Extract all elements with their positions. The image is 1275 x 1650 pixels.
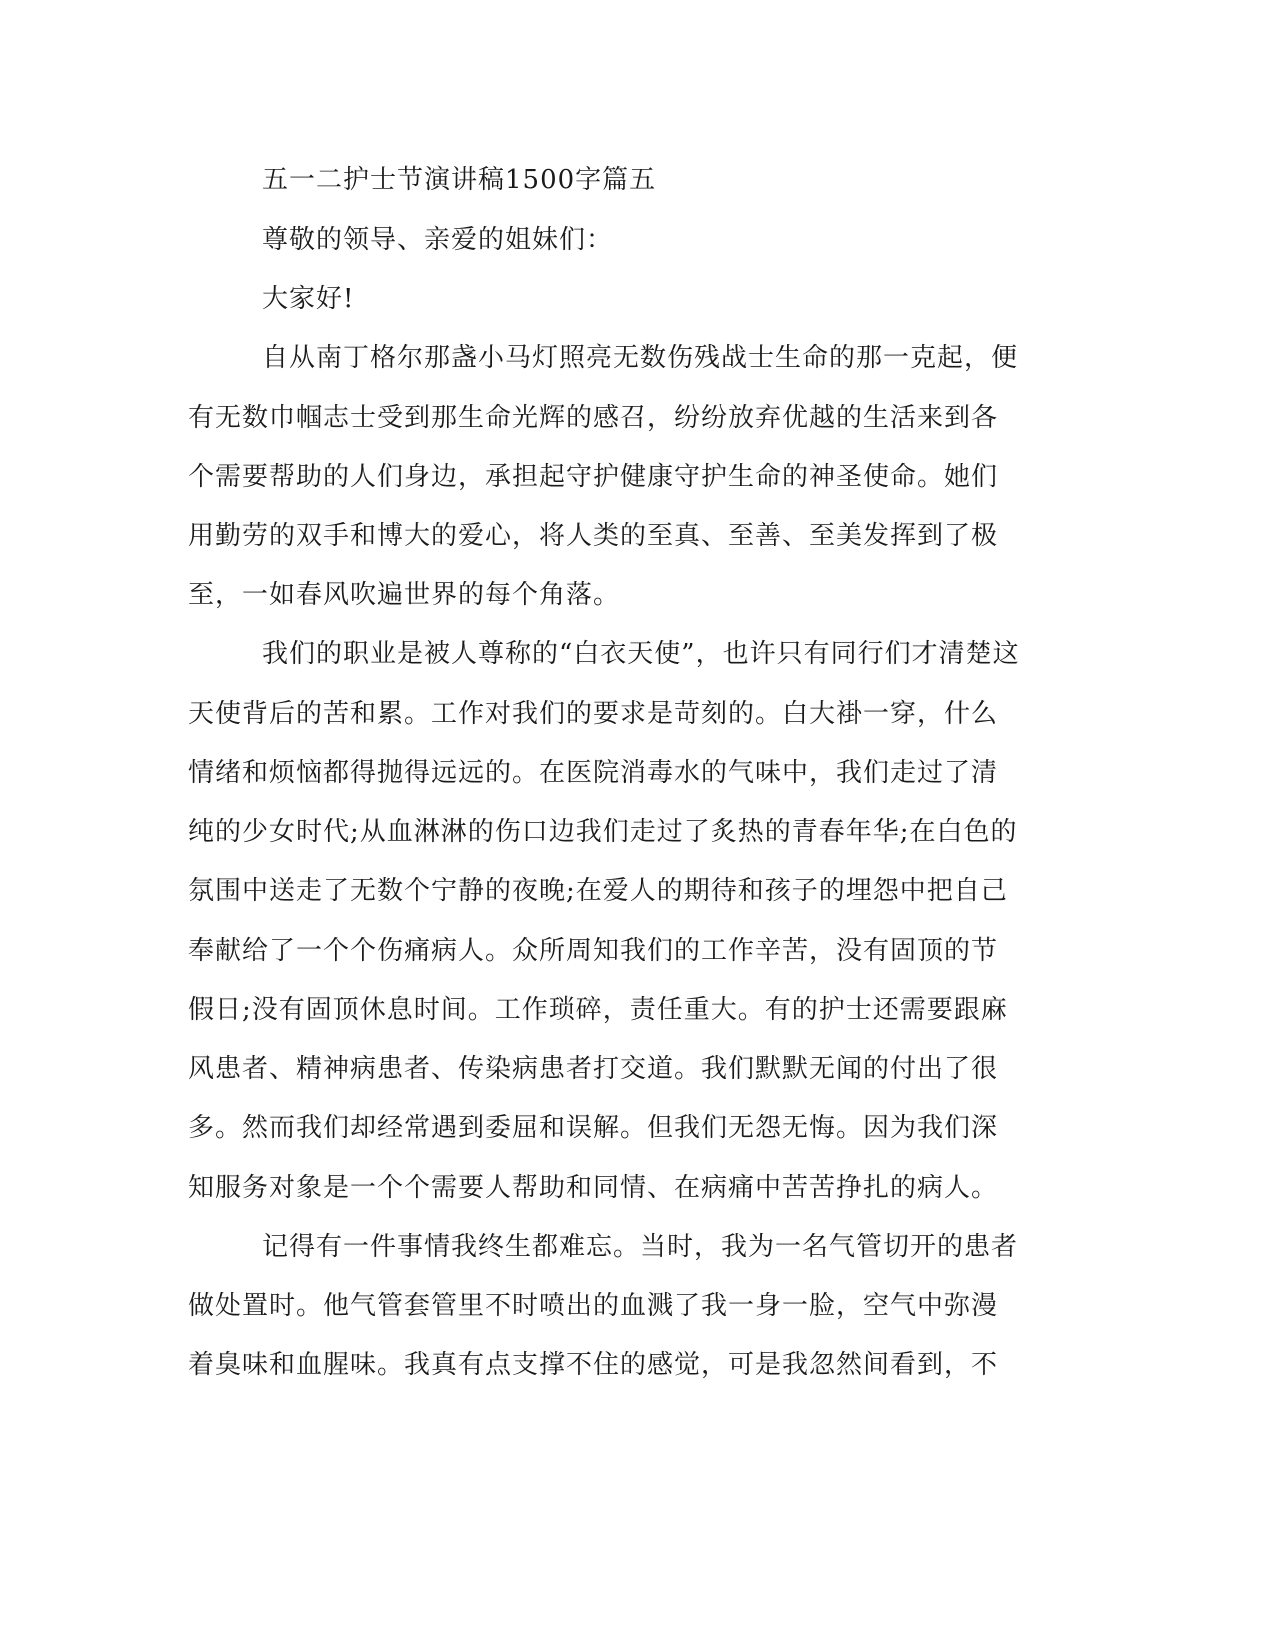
paragraph-line: 奉献给了一个个伤痛病人。众所周知我们的工作辛苦，没有固顶的节: [188, 936, 999, 966]
paragraph-line: 有无数巾帼志士受到那生命光辉的感召，纷纷放弃优越的生活来到各: [188, 403, 999, 433]
paragraph-line: 记得有一件事情我终生都难忘。当时，我为一名气管切开的患者: [262, 1232, 1019, 1262]
paragraph-line: 假日;没有固顶休息时间。工作琐碎，责任重大。有的护士还需要跟麻: [188, 995, 1008, 1025]
paragraph-line: 风患者、精神病患者、传染病患者打交道。我们默默无闻的付出了很: [188, 1054, 999, 1084]
paragraph-line: 做处置时。他气管套管里不时喷出的血溅了我一身一脸，空气中弥漫: [188, 1291, 999, 1321]
paragraph-line: 知服务对象是一个个需要人帮助和同情、在病痛中苦苦挣扎的病人。: [188, 1173, 999, 1203]
greeting: 大家好!: [262, 284, 355, 314]
salutation: 尊敬的领导、亲爱的姐妹们：: [262, 225, 614, 255]
paragraph-line: 着臭味和血腥味。我真有点支撑不住的感觉，可是我忽然间看到，不: [188, 1350, 999, 1380]
paragraph-line: 至，一如春风吹遍世界的每个角落。: [188, 580, 621, 610]
paragraph-line: 我们的职业是被人尊称的“白衣天使”，也许只有同行们才清楚这: [262, 639, 1020, 669]
paragraph-line: 个需要帮助的人们身边，承担起守护健康守护生命的神圣使命。她们: [188, 462, 999, 492]
paragraph-line: 氛围中送走了无数个宁静的夜晚;在爱人的期待和孩子的埋怨中把自己: [188, 876, 1008, 906]
paragraph-line: 天使背后的苦和累。工作对我们的要求是苛刻的。白大褂一穿，什么: [188, 699, 999, 729]
paragraph-line: 情绪和烦恼都得抛得远远的。在医院消毒水的气味中，我们走过了清: [188, 758, 999, 788]
paragraph-line: 纯的少女时代;从血淋淋的伤口边我们走过了炙热的青春年华;在白色的: [188, 817, 1018, 847]
paragraph-line: 用勤劳的双手和博大的爱心，将人类的至真、至善、至美发挥到了极: [188, 521, 999, 551]
paragraph-line: 自从南丁格尔那盏小马灯照亮无数伤残战士生命的那一克起，便: [262, 343, 1019, 373]
paragraph-line: 多。然而我们却经常遇到委屈和误解。但我们无怨无悔。因为我们深: [188, 1113, 999, 1143]
document-title: 五一二护士节演讲稿1500字篇五: [262, 165, 657, 195]
